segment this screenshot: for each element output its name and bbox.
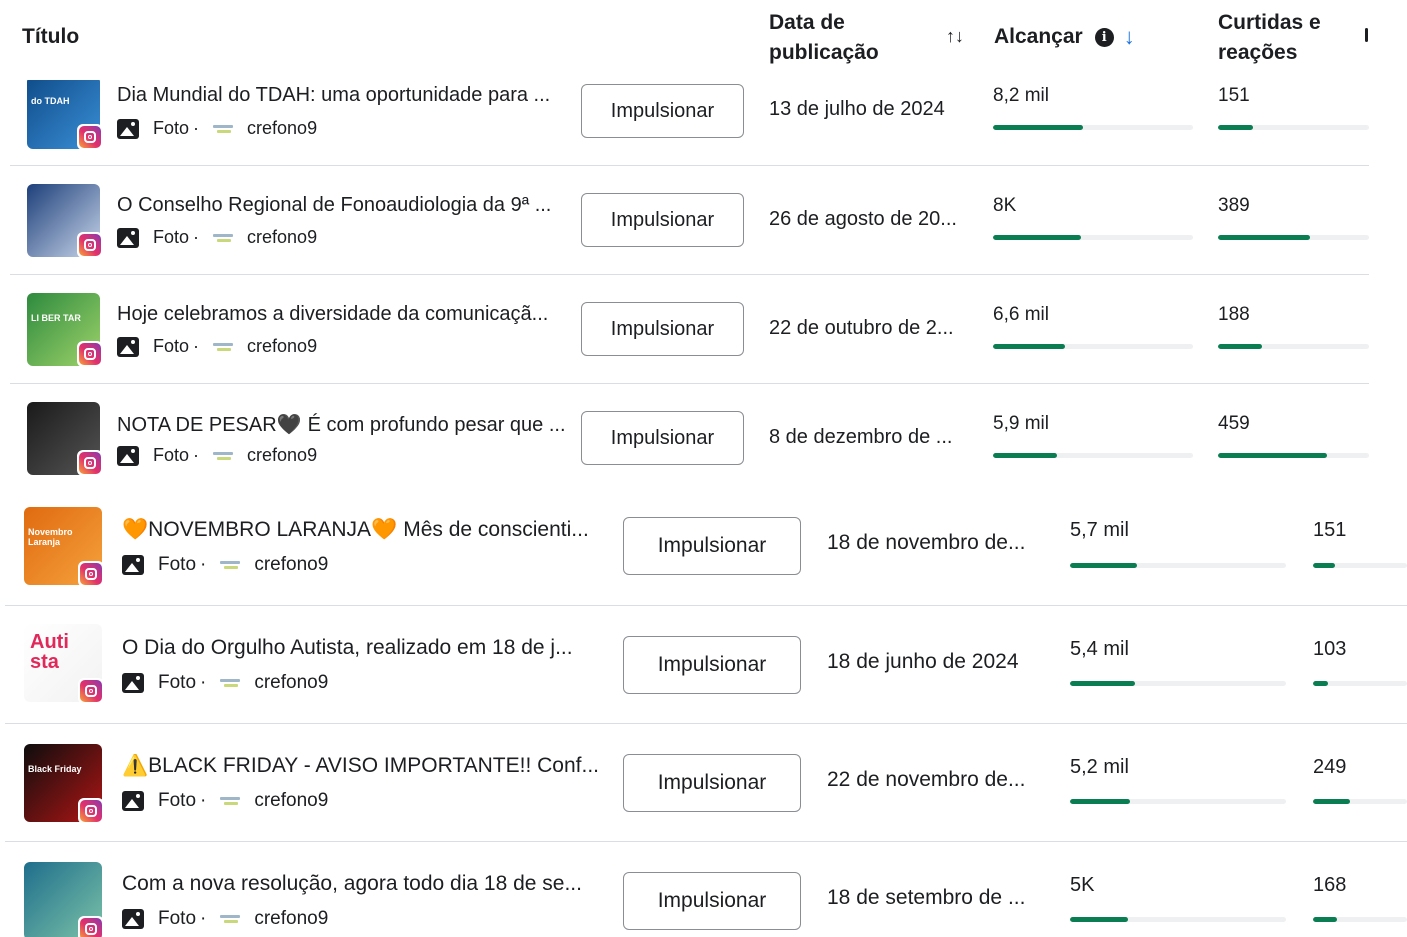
likes-bar	[1218, 125, 1369, 130]
likes-bar-fill	[1218, 453, 1327, 458]
post-title-text: Hoje celebramos a diversidade da comunicaçã...	[117, 303, 549, 325]
info-icon[interactable]: i	[1095, 28, 1114, 47]
column-header-date-line1: Data de	[769, 11, 845, 34]
table-row[interactable]	[10, 166, 1369, 275]
post-title-text: BLACK FRIDAY - AVISO IMPORTANTE!! Conf...	[148, 754, 599, 777]
boost-button[interactable]: Impulsionar	[623, 872, 801, 930]
account-logo-icon	[220, 679, 240, 687]
likes-value: 389	[1218, 195, 1250, 216]
meta-separator: ·	[193, 227, 200, 247]
column-header-date[interactable]	[769, 8, 879, 68]
thumbnail-caption: Autista	[30, 631, 69, 673]
table-row[interactable]	[5, 490, 1407, 606]
post-title-text: Dia Mundial do TDAH: uma oportunidade para ...	[117, 84, 551, 106]
post-title-text: O Conselho Regional de Fonoaudiologia da 9ª ...	[117, 194, 552, 216]
likes-bar	[1313, 917, 1407, 922]
column-overflow-indicator	[1365, 28, 1368, 42]
post-title-text: O Dia do Orgulho Autista, realizado em 18 de j...	[122, 636, 573, 659]
meta-separator: ·	[200, 908, 207, 929]
likes-value: 168	[1313, 874, 1347, 896]
likes-bar	[1218, 344, 1369, 349]
account-logo-icon	[220, 561, 240, 569]
reach-bar	[1070, 681, 1286, 686]
meta-separator: ·	[193, 445, 200, 465]
meta-separator: ·	[200, 672, 207, 693]
post-type: Foto	[153, 118, 190, 138]
likes-bar-fill	[1313, 681, 1328, 686]
post-type: Foto	[158, 672, 197, 693]
publish-date: 22 de novembro de...	[827, 768, 1026, 791]
sort-descending-icon[interactable]: ↓	[1123, 24, 1135, 49]
reach-value: 8K	[993, 195, 1017, 216]
reach-value: 5K	[1070, 874, 1095, 896]
photo-icon	[122, 791, 144, 811]
reach-bar-fill	[993, 344, 1065, 349]
instagram-icon	[78, 678, 104, 704]
reach-bar	[1070, 917, 1286, 922]
post-title-text: Com a nova resolução, agora todo dia 18 de se...	[122, 872, 582, 895]
likes-bar-fill	[1313, 563, 1335, 568]
column-header-likes[interactable]	[1218, 8, 1321, 68]
post-meta	[122, 554, 328, 576]
account-name: crefono9	[254, 908, 329, 929]
post-meta	[122, 672, 328, 694]
meta-separator: ·	[200, 554, 207, 575]
post-title-rest: Mês de conscienti...	[403, 518, 589, 541]
account-name: crefono9	[247, 118, 318, 138]
account-logo-icon	[213, 343, 233, 351]
likes-bar-fill	[1218, 125, 1253, 130]
photo-icon	[117, 119, 139, 139]
reach-bar	[993, 344, 1193, 349]
likes-bar-fill	[1313, 917, 1337, 922]
post-title[interactable]	[117, 303, 571, 326]
post-title[interactable]	[122, 872, 613, 896]
boost-button[interactable]: Impulsionar	[581, 84, 744, 138]
publish-date: 18 de novembro de...	[827, 531, 1026, 554]
instagram-icon-glyph	[79, 234, 101, 256]
post-meta	[117, 445, 317, 466]
account-name: crefono9	[254, 554, 329, 575]
reach-bar-fill	[1070, 563, 1137, 568]
meta-separator: ·	[193, 118, 200, 138]
reach-value: 5,7 mil	[1070, 519, 1129, 541]
likes-value: 103	[1313, 638, 1347, 660]
likes-bar	[1218, 453, 1369, 458]
column-header-date-line2: publicação	[769, 41, 879, 64]
reach-value: 5,2 mil	[1070, 756, 1129, 778]
instagram-icon-glyph	[79, 126, 101, 148]
account-name: crefono9	[254, 672, 329, 693]
account-name: crefono9	[247, 227, 318, 247]
photo-icon	[122, 909, 144, 929]
likes-value: 151	[1313, 519, 1347, 541]
likes-bar	[1313, 799, 1407, 804]
instagram-icon	[78, 798, 104, 824]
boost-button[interactable]: Impulsionar	[581, 302, 744, 356]
instagram-icon-glyph	[80, 563, 102, 585]
column-header-title[interactable]: Título	[22, 25, 80, 48]
likes-bar-fill	[1313, 799, 1350, 804]
orange-heart-icon: 🧡	[371, 518, 398, 541]
instagram-icon	[77, 124, 103, 150]
account-logo-icon	[213, 452, 233, 460]
warning-icon: ⚠️	[122, 754, 149, 777]
post-type: Foto	[158, 554, 197, 575]
post-meta	[122, 790, 328, 812]
meta-separator: ·	[200, 790, 207, 811]
publish-date: 22 de outubro de 2...	[769, 317, 954, 339]
likes-value: 188	[1218, 304, 1250, 325]
account-logo-icon	[213, 125, 233, 133]
reach-value: 8,2 mil	[993, 85, 1049, 106]
reach-bar	[993, 453, 1193, 458]
boost-button[interactable]: Impulsionar	[623, 517, 801, 575]
reach-bar	[1070, 799, 1286, 804]
boost-button[interactable]: Impulsionar	[623, 754, 801, 812]
post-title[interactable]	[117, 412, 571, 437]
publish-date: 13 de julho de 2024	[769, 98, 945, 120]
thumbnail-caption: Novembro Laranja	[28, 527, 73, 547]
post-type: Foto	[153, 336, 190, 356]
photo-icon	[122, 673, 144, 693]
instagram-icon	[77, 450, 103, 476]
column-header-likes-line1: Curtidas e	[1218, 11, 1321, 34]
post-title-text: NOVEMBRO LARANJA	[148, 518, 372, 541]
table-row[interactable]	[10, 384, 1369, 490]
table-row[interactable]	[10, 80, 1369, 166]
table-row[interactable]	[5, 724, 1407, 842]
reach-bar-fill	[993, 235, 1081, 240]
likes-bar	[1313, 563, 1407, 568]
thumbnail-caption: do TDAH	[31, 96, 70, 106]
instagram-icon-glyph	[79, 452, 101, 474]
post-meta	[117, 118, 317, 139]
instagram-icon-glyph	[80, 800, 102, 822]
instagram-icon	[77, 232, 103, 258]
boost-button[interactable]: Impulsionar	[581, 411, 744, 465]
post-type: Foto	[158, 790, 197, 811]
likes-bar-fill	[1218, 344, 1262, 349]
photo-icon	[122, 555, 144, 575]
photo-icon	[117, 337, 139, 357]
post-type: Foto	[153, 227, 190, 247]
likes-value: 151	[1218, 85, 1250, 106]
reach-bar	[1070, 563, 1286, 568]
post-title[interactable]	[122, 518, 613, 542]
post-title[interactable]	[117, 84, 571, 107]
photo-icon	[117, 228, 139, 248]
reach-bar-fill	[993, 125, 1083, 130]
instagram-icon	[77, 341, 103, 367]
table-row[interactable]	[5, 842, 1407, 937]
post-title[interactable]	[122, 636, 613, 660]
reach-bar-fill	[1070, 917, 1128, 922]
column-header-likes-line2: reações	[1218, 41, 1298, 64]
column-header-reach[interactable]	[994, 22, 1135, 52]
reach-bar-fill	[1070, 681, 1135, 686]
sort-icon[interactable]: ↑↓	[946, 26, 964, 46]
likes-bar	[1218, 235, 1369, 240]
likes-value: 459	[1218, 413, 1250, 434]
reach-value: 5,9 mil	[993, 413, 1049, 434]
post-title-rest: É com profundo pesar que ...	[307, 414, 566, 436]
account-name: crefono9	[247, 445, 318, 465]
reach-bar-fill	[993, 453, 1057, 458]
account-logo-icon	[213, 234, 233, 242]
likes-bar	[1313, 681, 1407, 686]
instagram-icon-glyph	[79, 343, 101, 365]
reach-bar	[993, 235, 1193, 240]
account-logo-icon	[220, 915, 240, 923]
account-logo-icon	[220, 797, 240, 805]
table-row[interactable]	[5, 606, 1407, 724]
account-name: crefono9	[254, 790, 329, 811]
post-type: Foto	[153, 445, 190, 465]
account-name: crefono9	[247, 336, 318, 356]
boost-button[interactable]: Impulsionar	[623, 636, 801, 694]
likes-value: 249	[1313, 756, 1347, 778]
instagram-icon-glyph	[80, 918, 102, 937]
meta-separator: ·	[193, 336, 200, 356]
instagram-icon	[78, 561, 104, 587]
black-heart-icon: 🖤	[276, 414, 302, 436]
instagram-icon	[78, 916, 104, 937]
photo-icon	[117, 446, 139, 466]
post-title[interactable]	[122, 754, 613, 778]
thumbnail-caption: LI BER TAR	[31, 313, 81, 323]
publish-date: 8 de dezembro de ...	[769, 426, 953, 448]
post-meta	[122, 908, 328, 930]
orange-heart-icon: 🧡	[122, 518, 149, 541]
publish-date: 18 de junho de 2024	[827, 650, 1019, 673]
publish-date: 18 de setembro de ...	[827, 886, 1026, 909]
thumbnail-caption: Black Friday	[28, 764, 82, 774]
table-row[interactable]	[10, 275, 1369, 384]
column-header-reach-label: Alcançar	[994, 25, 1083, 48]
post-title[interactable]	[117, 194, 571, 217]
post-meta	[117, 227, 317, 248]
publish-date: 26 de agosto de 20...	[769, 208, 957, 230]
reach-value: 5,4 mil	[1070, 638, 1129, 660]
reach-bar-fill	[1070, 799, 1130, 804]
post-type: Foto	[158, 908, 197, 929]
post-title-text: NOTA DE PESAR	[117, 414, 277, 436]
reach-value: 6,6 mil	[993, 304, 1049, 325]
post-meta	[117, 336, 317, 357]
boost-button[interactable]: Impulsionar	[581, 193, 744, 247]
likes-bar-fill	[1218, 235, 1310, 240]
table-header	[0, 0, 1407, 80]
instagram-icon-glyph	[80, 680, 102, 702]
reach-bar	[993, 125, 1193, 130]
